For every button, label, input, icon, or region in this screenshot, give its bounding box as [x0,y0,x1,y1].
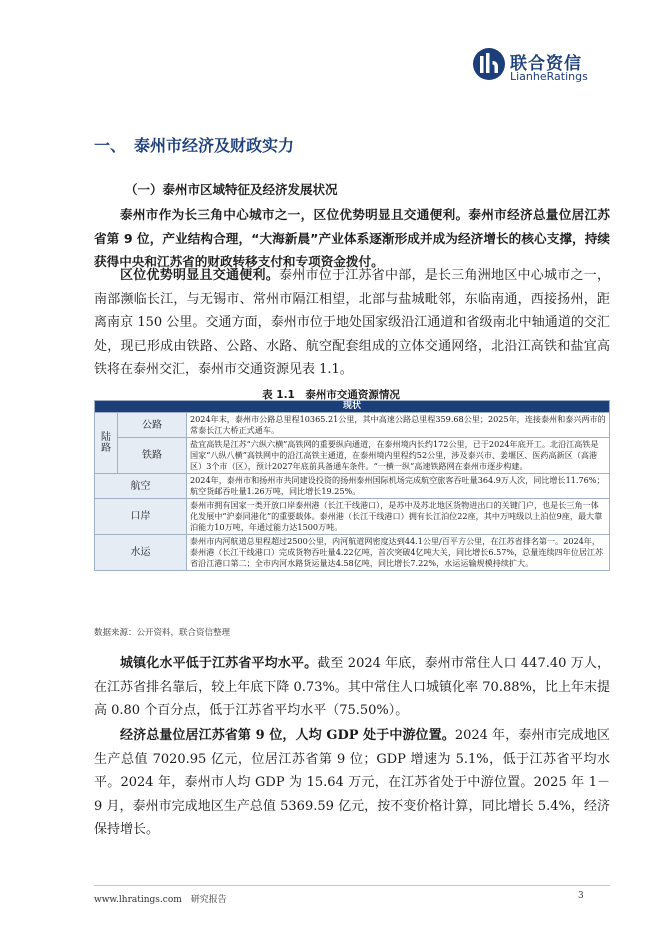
urbanization-body: 截至 2024 年底，泰州市常住人口 447.40 万人，在江苏省排名靠后，较上年底下降 0.73%。其中常住人口城镇化率 70.88%，比上年末提高 0.80 个百分点，低于江苏省平均水平（75.50%）。 [94,656,610,718]
location-paragraph [94,264,610,382]
transport-table [94,400,610,571]
table-row [95,499,610,535]
location-body: 泰州市位于江苏省中部，是长三角洲地区中心城市之一，南部濒临长江，与无锡市、常州市隔江相望，北部与盐城毗邻，东临南通，西接扬州，距离南京 150 公里。交通方面，泰州市位于地处国家级沿江通道和省级南北中轴通道的交汇处，现已形成由铁路、公路、水路、航空配套组成的立体交通网络，北沿江高铁和盐宜高铁将在泰州交汇，泰州市交通资源见表 1.1。 [94,268,610,377]
gdp-paragraph [94,724,610,842]
category-cell: 铁路 [118,438,187,474]
category-cell: 水运 [95,535,187,571]
description-cell: 2024年末，泰州市公路总里程10365.21公里，其中高速公路总里程359.68公里；2025年，连接泰州和泰兴两市的常泰长江大桥正式通车。 [187,413,610,438]
land-group-cell: 陆路 [95,413,118,474]
logo-english-name: LianheRatings [510,70,588,83]
company-logo [472,47,602,89]
description-cell: 泰州市拥有国家一类开放口岸泰州港（长江干线港口），是苏中及苏北地区货物进出口的关键门户，也是长三角一体化发展中“沪泰同港化”的重要载体。泰州港（长江干线港口）拥有长江泊位22座，其中万吨级以上泊位9座，最大靠泊能力10万吨，年通过能力达1500万吨。 [187,499,610,535]
section-heading [94,133,294,156]
category-cell: 公路 [118,413,187,438]
gdp-lead: 经济总量位居江苏省第 9 位，人均 GDP 处于中游位置。 [120,728,455,743]
table-caption: 表 1.1 泰州市交通资源情况 [262,389,400,401]
table-row [95,474,610,499]
summary-paragraph: 泰州市作为长三角中心城市之一，区位优势明显且交通便利。泰州市经济总量位居江苏省第 9 位，产业结构合理，“大海新晨”产业体系逐渐形成并成为经济增长的核心支撑，持续获得中央和江苏省的财政转移支付和专项资金拨付。 [94,207,610,269]
gdp-body: 2024 年，泰州市完成地区生产总值 7020.95 亿元，位居江苏省第 9 位；GDP 增速为 5.1%，低于江苏省平均水平。2024 年，泰州市人均 GDP 为 15.64 万元，在江苏省处于中游位置。2025 年 1－9 月，泰州市完成地区生产总值 5369.59 亿元，按不变价格计算，同比增长 5.4%，经济保持增长。 [94,728,610,837]
description-cell: 泰州市内河航道总里程超过2500公里，内河航道网密度达到44.1公里/百平方公里，在江苏省排名第一。2024年，泰州港（长江干线港口）完成货物吞吐量4.22亿吨，首次突破4亿吨大关，同比增长6.57%，总量连续四年位居江苏省沿江港口第二；全市内河水路货运量达4.58亿吨，同比增长7.22%，水运运输规模持续扩大。 [187,535,610,571]
table-row [95,413,610,438]
lianhe-logo-icon [472,47,506,81]
description-cell: 2024年，泰州市和扬州市共同建设投资的扬州泰州国际机场完成航空旅客吞吐量364.9万人次，同比增长11.76%；航空货邮吞吐量1.26万吨，同比增长19.25%。 [187,474,610,499]
table-row [95,438,610,474]
urbanization-lead: 城镇化水平低于江苏省平均水平。 [120,656,318,671]
subsection-heading: （一）泰州市区域特征及经济发展状况 [125,182,338,197]
table-source-note: 数据来源：公开资料，联合资信整理 [94,628,231,638]
category-cell: 航空 [95,474,187,499]
logo-chinese-name: 联合资信 [510,54,582,74]
footer-divider [94,885,610,886]
table-header: 现状 [95,401,610,413]
category-cell: 口岸 [95,499,187,535]
footer-site: www.lhratings.com 研究报告 [94,895,227,905]
section-number: 一、 [94,136,127,155]
page-number: 3 [578,891,584,901]
section-title: 泰州市经济及财政实力 [134,136,295,155]
urbanization-paragraph [94,652,610,723]
description-cell: 盐宜高铁是江苏“六纵六横”高铁网的重要纵向通道，在泰州境内长约172公里，已于2024年底开工。北沿江高铁是国家“八纵八横”高铁网中的沿江高铁主通道，在泰州境内里程约52公里，涉及泰兴市、姜堰区、医药高新区（高港区）3个市（区），预计2027年底前具备通车条件。“一横一纵”高速铁路网在泰州市逐步构建。 [187,438,610,474]
location-lead: 区位优势明显且交通便利。 [120,268,279,283]
table-header-row [95,401,610,413]
table-row [95,535,610,571]
